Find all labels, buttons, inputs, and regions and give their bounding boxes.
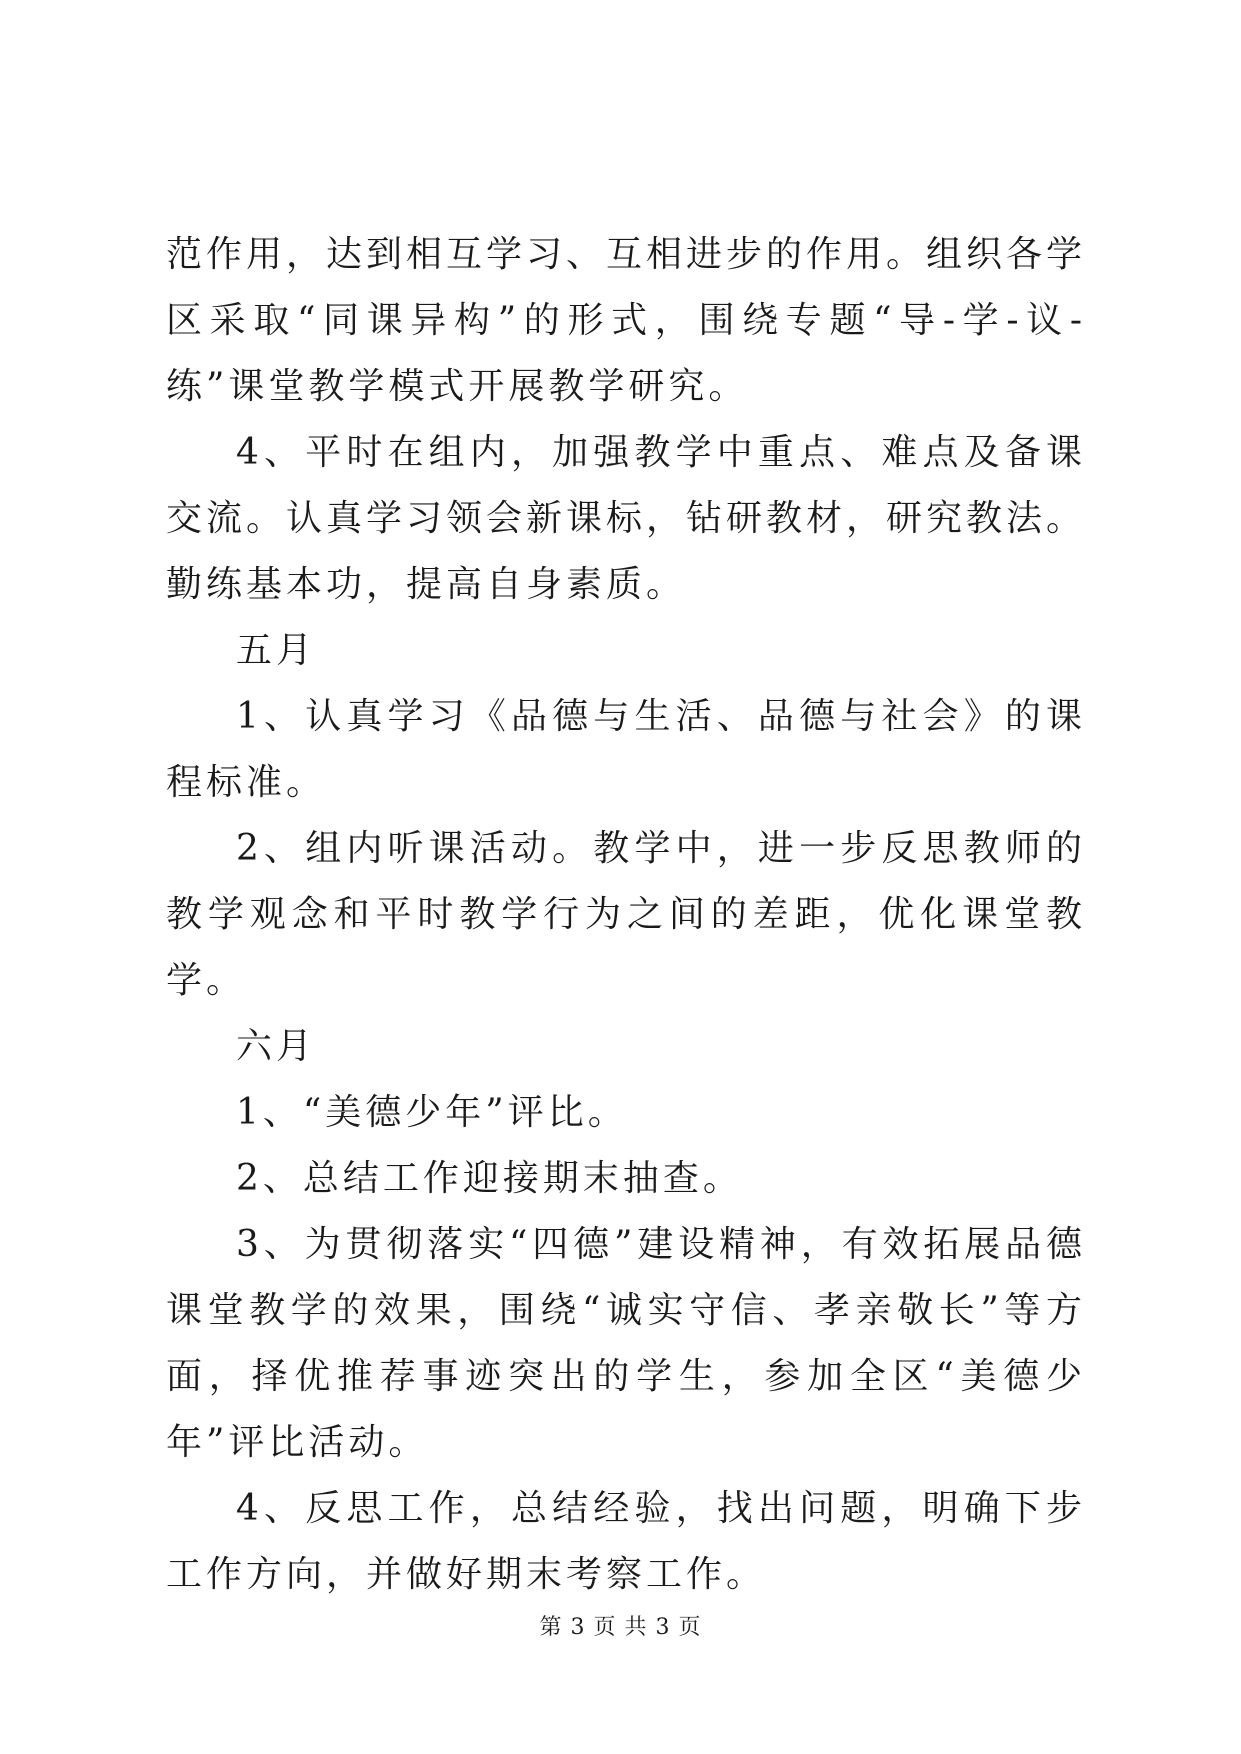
- document-body: [166, 222, 1086, 1608]
- paragraph-june-item-1: 1、“美德少年”评比。: [236, 1092, 628, 1133]
- paragraph-may-item-2: 2、组内听课活动。教学中，进一步反思教师的教学观念和平时教学行为之间的差距，优化课堂教学。: [166, 828, 1086, 1001]
- paragraph-june-item-3: 3、为贯彻落实“四德”建设精神，有效拓展品德课堂教学的效果，围绕“诚实守信、孝亲敬长”等方面，择优推荐事迹突出的学生，参加全区“美德少年”评比活动。: [166, 1224, 1086, 1463]
- page-number-footer: 第 3 页 共 3 页: [539, 1615, 702, 1640]
- paragraph-continued: 范作用，达到相互学习、互相进步的作用。组织各学区采取“同课异构”的形式，围绕专题“导-学-议-练”课堂教学模式开展教学研究。: [166, 234, 1087, 407]
- paragraph-june-item-4: 4、反思工作，总结经验，找出问题，明确下步工作方向，并做好期末考察工作。: [166, 1488, 1086, 1595]
- section-heading-june: 六月: [236, 1026, 317, 1067]
- paragraph-item-4: 4、平时在组内，加强教学中重点、难点及备课交流。认真学习领会新课标，钻研教材，研究教法。勤练基本功，提高自身素质。: [166, 432, 1087, 605]
- paragraph-may-item-1: 1、认真学习《品德与生活、品德与社会》的课程标准。: [166, 696, 1086, 803]
- paragraph-june-item-2: 2、总结工作迎接期末抽查。: [236, 1158, 743, 1199]
- section-heading-may: 五月: [236, 630, 317, 671]
